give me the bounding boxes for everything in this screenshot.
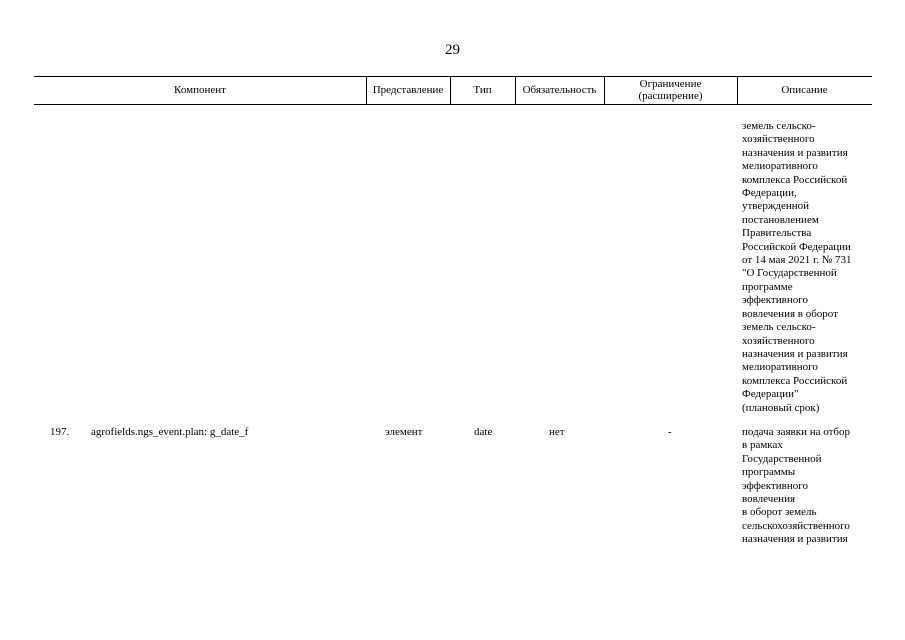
description-line: программы: [742, 466, 796, 479]
description-line: Правительства: [742, 227, 812, 240]
row-restriction: -: [668, 426, 672, 438]
header-restriction: [604, 76, 737, 104]
description-line: сельскохозяйственного: [742, 519, 850, 532]
description-line: Государственной: [742, 452, 822, 465]
description-line: "О Государственной: [742, 267, 837, 280]
description-line: эффективного: [742, 479, 808, 492]
description-line: утвержденной: [742, 200, 810, 213]
header-type: Тип: [473, 84, 492, 96]
table-header-bottom-rule: [34, 104, 872, 105]
description-line: комплекса Российской: [742, 173, 848, 186]
description-line: (плановый срок): [742, 401, 820, 414]
header-obligation: Обязательность: [522, 84, 597, 96]
row-representation: элемент: [385, 426, 423, 438]
description-line: назначения и развития: [742, 146, 848, 159]
description-line: хозяйственного: [742, 334, 815, 347]
description-line: назначения и развития: [742, 533, 848, 546]
description-line: Федерации,: [742, 187, 797, 200]
header-component: Компонент: [174, 84, 226, 96]
description-line: назначения и развития: [742, 347, 848, 360]
row-component: agrofields.ngs_event.plan: g_date_f: [91, 426, 249, 438]
description-line: комплекса Российской: [742, 374, 848, 387]
description-line: программе: [742, 280, 793, 293]
continuation-description: [742, 120, 872, 415]
description-line: подача заявки на отбор: [742, 426, 851, 438]
header-description: Описание: [781, 84, 828, 96]
description-line: хозяйственного: [742, 133, 815, 146]
row-obligation: нет: [549, 426, 565, 438]
description-line: в рамках: [742, 439, 783, 452]
row-type: date: [474, 426, 493, 438]
row-description: [742, 426, 872, 547]
description-line: Российской Федерации: [742, 240, 851, 253]
description-line: в оборот земель: [742, 506, 817, 519]
description-line: вовлечения в оборот: [742, 307, 838, 320]
description-line: от 14 мая 2021 г. № 731: [742, 254, 852, 267]
description-line: мелиоративного: [742, 361, 818, 374]
header-representation: Представление: [372, 84, 444, 96]
description-line: эффективного: [742, 294, 808, 307]
page-number: 29: [445, 42, 460, 58]
description-line: земель сельско-: [742, 120, 816, 132]
description-line: постановлением: [742, 213, 819, 226]
header-restriction-line1: Ограничение: [639, 78, 702, 90]
header-restriction-line2: (расширение): [638, 90, 703, 102]
description-line: земель сельско-: [742, 321, 816, 334]
description-line: мелиоративного: [742, 160, 818, 173]
row-number: 197.: [50, 426, 70, 438]
description-line: вовлечения: [742, 493, 796, 506]
description-line: Федерации": [742, 388, 799, 401]
